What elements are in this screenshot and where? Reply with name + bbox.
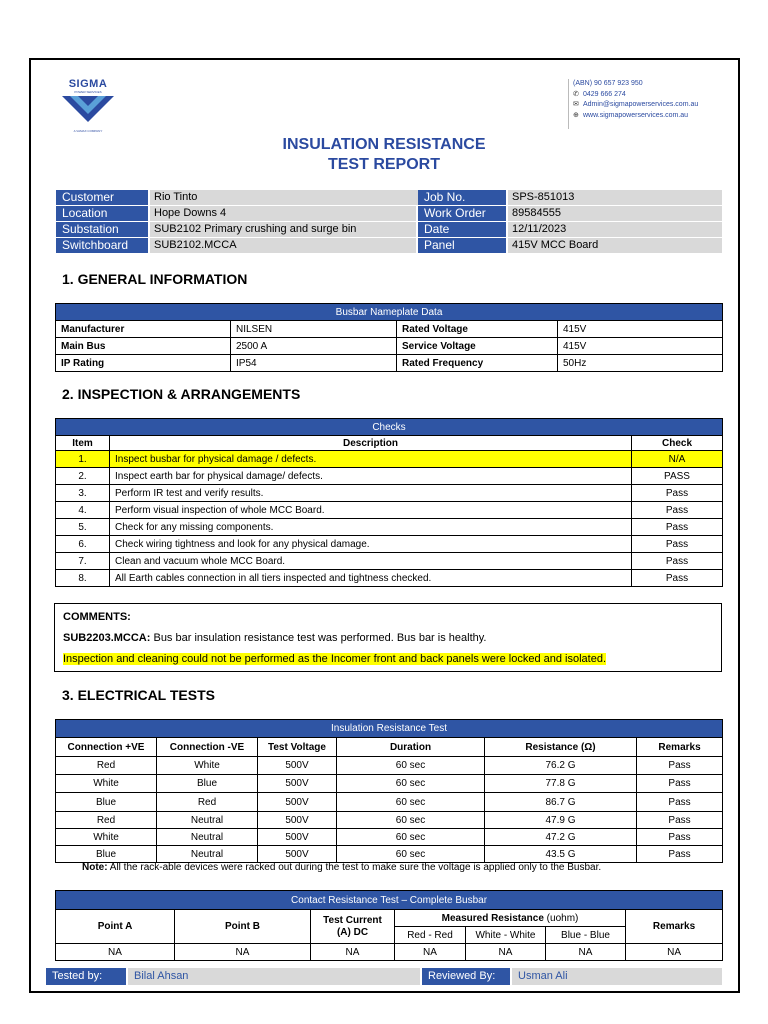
check-cell: Pass <box>632 536 723 553</box>
table-cell: Neutral <box>157 846 258 863</box>
table-cell: 77.8 G <box>485 775 637 793</box>
table-cell: Blue <box>56 846 157 863</box>
table-row <box>56 468 723 485</box>
comments-box <box>54 603 722 672</box>
table-row <box>56 355 723 372</box>
substation-value: SUB2102 Primary crushing and surge bin <box>150 222 416 237</box>
table-cell: Pass <box>637 793 723 812</box>
description-cell: Clean and vacuum whole MCC Board. <box>110 553 632 570</box>
description-cell: All Earth cables connection in all tiers inspected and tightness checked. <box>110 570 632 587</box>
table-row <box>56 793 723 812</box>
table-cell: NA <box>395 944 466 961</box>
table-cell: Neutral <box>157 829 258 846</box>
table-cell: 76.2 G <box>485 757 637 775</box>
test-note <box>82 862 601 873</box>
check-cell: Pass <box>632 485 723 502</box>
company-logo <box>56 78 120 133</box>
ir-table-title: Insulation Resistance Test <box>56 720 723 738</box>
table-cell: White <box>56 775 157 793</box>
table-row <box>56 846 723 863</box>
section-heading-general: 1. GENERAL INFORMATION <box>62 271 248 287</box>
description-cell: Inspect earth bar for physical damage/ defects. <box>110 468 632 485</box>
item-cell: 5. <box>56 519 110 536</box>
col-description-header: Description <box>110 436 632 451</box>
table-row <box>56 757 723 775</box>
table-cell: 500V <box>258 829 337 846</box>
table-row <box>56 812 723 829</box>
panel-value: 415V MCC Board <box>508 238 722 253</box>
email-line <box>573 100 718 111</box>
table-cell: NA <box>56 944 175 961</box>
table-cell: Pass <box>637 846 723 863</box>
measured-resistance-unit: (uohm) <box>543 912 579 924</box>
workorder-label: Work Order <box>418 206 506 221</box>
logo-tagline: A VAMAX COMPANY <box>73 129 103 133</box>
table-cell: IP Rating <box>56 355 231 372</box>
table-cell: Service Voltage <box>397 338 558 355</box>
item-cell: 4. <box>56 502 110 519</box>
check-cell: Pass <box>632 502 723 519</box>
customer-label: Customer <box>56 190 148 205</box>
table-cell: Pass <box>637 829 723 846</box>
reviewed-by-label: Reviewed By: <box>422 968 510 985</box>
check-cell: Pass <box>632 570 723 587</box>
info-row-location <box>56 206 722 221</box>
table-row <box>56 519 723 536</box>
table-cell: Blue <box>157 775 258 793</box>
col-white-white-header: White - White <box>466 927 546 944</box>
col-blue-blue-header: Blue - Blue <box>546 927 626 944</box>
contact-block <box>568 79 718 129</box>
table-row <box>56 944 723 961</box>
table-cell: Main Bus <box>56 338 231 355</box>
info-row-substation <box>56 222 722 237</box>
info-row-switchboard <box>56 238 722 253</box>
item-cell: 1. <box>56 451 110 468</box>
table-cell: Rated Frequency <box>397 355 558 372</box>
reviewed-by-value: Usman Ali <box>512 968 722 985</box>
item-cell: 3. <box>56 485 110 502</box>
note-label: Note: <box>82 862 108 873</box>
table-cell: 415V <box>558 338 723 355</box>
check-cell: Pass <box>632 519 723 536</box>
comments-label: COMMENTS: <box>63 611 131 623</box>
date-value: 12/11/2023 <box>508 222 722 237</box>
table-cell: White <box>56 829 157 846</box>
workorder-value: 89584555 <box>508 206 722 221</box>
table-cell: 60 sec <box>337 829 485 846</box>
comment-line-2 <box>63 652 713 666</box>
abn-line <box>573 79 718 90</box>
substation-label: Substation <box>56 222 148 237</box>
description-cell: Perform IR test and verify results. <box>110 485 632 502</box>
location-value: Hope Downs 4 <box>150 206 416 221</box>
item-cell: 6. <box>56 536 110 553</box>
col-resistance-header: Resistance (Ω) <box>485 738 637 757</box>
table-cell: 47.2 G <box>485 829 637 846</box>
website-line <box>573 111 718 122</box>
section-heading-electrical: 3. ELECTRICAL TESTS <box>62 687 215 703</box>
comment-line-1 <box>63 631 713 645</box>
info-row-customer <box>56 190 722 205</box>
nameplate-table-title: Busbar Nameplate Data <box>56 304 723 321</box>
table-row <box>56 338 723 355</box>
table-row <box>56 775 723 793</box>
cr-table-title: Contact Resistance Test – Complete Busbar <box>56 891 723 910</box>
description-cell: Check for any missing components. <box>110 519 632 536</box>
description-cell: Check wiring tightness and look for any physical damage. <box>110 536 632 553</box>
table-cell: 60 sec <box>337 757 485 775</box>
table-cell: Pass <box>637 812 723 829</box>
col-test-current-header: Test Current (A) DC <box>311 910 395 944</box>
table-cell: Pass <box>637 757 723 775</box>
table-cell: NA <box>546 944 626 961</box>
table-row <box>56 502 723 519</box>
panel-label: Panel <box>418 238 506 253</box>
contact-resistance-table <box>55 890 723 961</box>
check-cell: Pass <box>632 553 723 570</box>
phone-line <box>573 90 718 101</box>
table-cell: NA <box>626 944 723 961</box>
table-cell: 500V <box>258 846 337 863</box>
email-text[interactable]: Admin@sigmapowerservices.com.au <box>583 101 699 108</box>
table-cell: 2500 A <box>231 338 397 355</box>
comment-switchboard-ref: SUB2203.MCCA: <box>63 632 151 644</box>
description-cell: Perform visual inspection of whole MCC Board. <box>110 502 632 519</box>
col-measured-resistance-header <box>395 910 626 927</box>
col-duration-header: Duration <box>337 738 485 757</box>
table-cell: 86.7 G <box>485 793 637 812</box>
website-link[interactable]: www.sigmapowerservices.com.au <box>583 111 689 119</box>
table-row <box>56 829 723 846</box>
phone-icon: ✆ <box>573 90 579 98</box>
abn-text: (ABN) 90 657 923 950 <box>573 80 643 87</box>
check-cell: PASS <box>632 468 723 485</box>
signoff-row <box>46 968 722 985</box>
table-cell: NA <box>175 944 311 961</box>
report-title-line1: INSULATION RESISTANCE <box>282 136 486 153</box>
table-cell: 500V <box>258 775 337 793</box>
logo-triangle-icon <box>56 94 120 124</box>
col-red-red-header: Red - Red <box>395 927 466 944</box>
col-item-header: Item <box>56 436 110 451</box>
check-cell: N/A <box>632 451 723 468</box>
table-cell: Manufacturer <box>56 321 231 338</box>
table-cell: Blue <box>56 793 157 812</box>
location-label: Location <box>56 206 148 221</box>
col-connection-neg-header: Connection -VE <box>157 738 258 757</box>
table-cell: 500V <box>258 757 337 775</box>
table-row <box>56 536 723 553</box>
tested-by-label: Tested by: <box>46 968 126 985</box>
date-label: Date <box>418 222 506 237</box>
table-cell: Red <box>157 793 258 812</box>
item-cell: 2. <box>56 468 110 485</box>
table-cell: 60 sec <box>337 775 485 793</box>
checks-table-title: Checks <box>56 419 723 436</box>
comment-text: Bus bar insulation resistance test was performed. Bus bar is healthy. <box>150 632 487 644</box>
globe-icon: ⊕ <box>573 111 579 119</box>
table-cell: 43.5 G <box>485 846 637 863</box>
col-connection-pos-header: Connection +VE <box>56 738 157 757</box>
table-cell: Pass <box>637 775 723 793</box>
col-check-header: Check <box>632 436 723 451</box>
job-value: SPS-851013 <box>508 190 722 205</box>
table-cell: Red <box>56 757 157 775</box>
table-cell: White <box>157 757 258 775</box>
email-icon: ✉ <box>573 101 579 108</box>
note-text: All the rack-able devices were racked out during the test to make sure the voltage is applied only to the Busbar. <box>107 862 602 873</box>
col-point-b-header: Point B <box>175 910 311 944</box>
nameplate-table <box>55 303 723 372</box>
table-cell: 415V <box>558 321 723 338</box>
table-cell: NA <box>311 944 395 961</box>
table-cell: Rated Voltage <box>397 321 558 338</box>
table-cell: 500V <box>258 812 337 829</box>
col-point-a-header: Point A <box>56 910 175 944</box>
insulation-resistance-table <box>55 719 723 863</box>
item-cell: 7. <box>56 553 110 570</box>
checks-table <box>55 418 723 587</box>
table-cell: 60 sec <box>337 793 485 812</box>
comment-highlighted-text: Inspection and cleaning could not be performed as the Incomer front and back panels were locked and isolated. <box>63 653 607 665</box>
col-remarks-header: Remarks <box>637 738 723 757</box>
switchboard-label: Switchboard <box>56 238 148 253</box>
table-cell: NILSEN <box>231 321 397 338</box>
table-row <box>56 553 723 570</box>
switchboard-value: SUB2102.MCCA <box>150 238 416 253</box>
table-cell: Neutral <box>157 812 258 829</box>
col-test-voltage-header: Test Voltage <box>258 738 337 757</box>
table-cell: 60 sec <box>337 846 485 863</box>
customer-value: Rio Tinto <box>150 190 468 205</box>
section-heading-inspection: 2. INSPECTION & ARRANGEMENTS <box>62 386 301 402</box>
logo-subtext: POWER SERVICES <box>74 90 102 94</box>
table-row <box>56 321 723 338</box>
table-row <box>56 570 723 587</box>
table-row <box>56 451 723 468</box>
col-remarks-header: Remarks <box>626 910 723 944</box>
table-cell: 60 sec <box>337 812 485 829</box>
table-row <box>56 485 723 502</box>
table-cell: 500V <box>258 793 337 812</box>
table-cell: 50Hz <box>558 355 723 372</box>
phone-text: 0429 666 274 <box>583 90 626 98</box>
table-cell: NA <box>466 944 546 961</box>
table-cell: Red <box>56 812 157 829</box>
logo-text: SIGMA <box>68 78 108 90</box>
report-title-line2: TEST REPORT <box>327 156 440 173</box>
job-label: Job No. <box>418 190 506 205</box>
description-cell: Inspect busbar for physical damage / defects. <box>110 451 632 468</box>
table-cell: 47.9 G <box>485 812 637 829</box>
tested-by-value: Bilal Ahsan <box>128 968 420 985</box>
measured-resistance-label: Measured Resistance <box>441 912 544 924</box>
table-cell: IP54 <box>231 355 397 372</box>
item-cell: 8. <box>56 570 110 587</box>
